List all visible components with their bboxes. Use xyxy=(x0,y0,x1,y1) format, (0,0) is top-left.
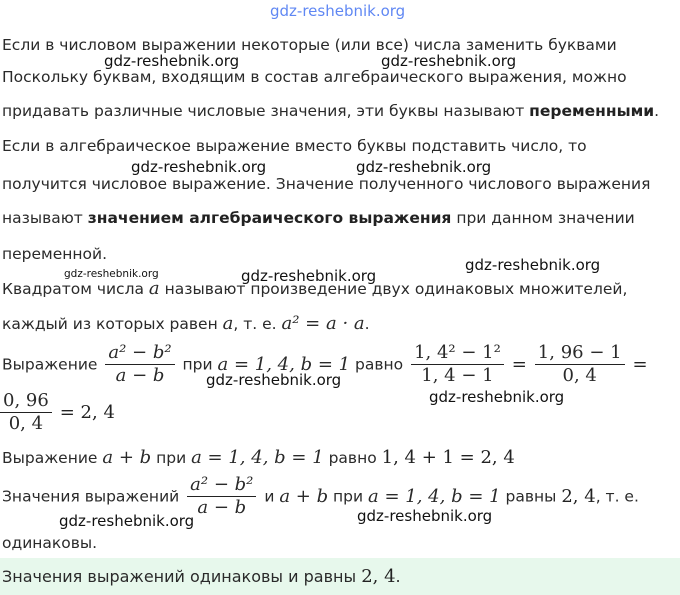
expression-2 xyxy=(2,447,515,468)
fraction-numerator: 1, 4² − 1² xyxy=(411,342,504,365)
conclusion-at: при xyxy=(333,487,364,506)
expr1-result: = 2, 4 xyxy=(59,402,115,423)
paragraph-line-6 xyxy=(2,208,635,228)
fraction-numerator: a² − b² xyxy=(105,342,174,365)
math-var: a xyxy=(222,313,234,334)
expr1-at: при xyxy=(182,355,213,374)
conclusion-value: 2, 4 xyxy=(561,486,596,507)
watermark: gdz-reshebnik.org xyxy=(381,52,517,70)
text: , т. е. xyxy=(233,315,282,333)
watermark: gdz-reshebnik.org xyxy=(104,52,240,70)
watermark: gdz-reshebnik.org xyxy=(64,268,159,280)
text: называют xyxy=(2,209,88,227)
term-value: значением алгебраического выражения xyxy=(87,209,452,227)
conclusion-row-2: одинаковы. xyxy=(2,534,98,552)
watermark: gdz-reshebnik.org xyxy=(206,371,342,389)
expr2-condition: a = 1, 4, b = 1 xyxy=(191,447,324,468)
fraction-denominator: 1, 4 − 1 xyxy=(421,365,494,386)
paragraph-line-5: получится числовое выражение. Значение полученного числового выражения xyxy=(2,175,651,193)
fraction-expr xyxy=(187,474,256,519)
watermark: gdz-reshebnik.org xyxy=(59,512,195,530)
expr1-equals-word: равно xyxy=(355,355,404,374)
text: каждый из которых равен xyxy=(2,315,223,333)
watermark: gdz-reshebnik.org xyxy=(429,388,565,406)
fraction-final xyxy=(0,390,52,435)
paragraph-line-4: Если в алгебраическое выражение вместо буквы подставить число, то xyxy=(2,137,587,155)
watermark: gdz-reshebnik.org xyxy=(357,507,493,525)
equals-sign: = xyxy=(511,354,527,375)
expr2-equals-word: равно xyxy=(328,449,377,467)
text: при данном значении xyxy=(451,209,635,227)
text: называют произведение двух одинаковых множителей, xyxy=(159,280,628,298)
conclusion-expression: a + b xyxy=(279,486,329,507)
paragraph-line-9 xyxy=(2,314,370,334)
fraction-numerator: 1, 96 − 1 xyxy=(535,342,625,365)
fraction-step xyxy=(535,342,625,387)
text: Квадратом числа xyxy=(2,280,149,298)
fraction-expr xyxy=(105,342,174,387)
paragraph-line-1: Если в числовом выражении некоторые (или все) числа заменить буквами xyxy=(2,36,617,54)
text: . xyxy=(364,315,370,333)
expr2-label: Выражение xyxy=(2,449,98,467)
paragraph-line-2: Поскольку буквам, входящим в состав алгебраического выражения, можно xyxy=(2,68,627,86)
conclusion-equal-word: равны xyxy=(505,487,557,506)
watermark: gdz-reshebnik.org xyxy=(131,158,267,176)
watermark: gdz-reshebnik.org xyxy=(356,158,492,176)
answer-banner xyxy=(0,558,680,595)
text: придавать различные числовые значения, эти буквы называют xyxy=(2,102,530,120)
expression-1-row-2 xyxy=(0,390,115,435)
conclusion-label: Значения выражений xyxy=(2,487,180,506)
answer-value: 2, 4 xyxy=(361,566,396,587)
watermark: gdz-reshebnik.org xyxy=(241,267,377,285)
answer-label: Значения выражений одинаковы и равны xyxy=(2,567,362,586)
math-var: a xyxy=(148,278,160,299)
paragraph-line-3 xyxy=(2,101,659,121)
fraction-denominator: 0, 4 xyxy=(8,413,44,434)
fraction-denominator: a − b xyxy=(115,365,165,386)
expr2-expression: a + b xyxy=(102,447,152,468)
answer-text xyxy=(2,566,401,587)
paragraph-line-7: переменной. xyxy=(2,245,108,263)
conclusion-post: , т. е. xyxy=(595,487,639,506)
watermark-top: gdz-reshebnik.org xyxy=(270,2,406,20)
fraction-denominator: 0, 4 xyxy=(562,365,597,386)
expr2-calc: 1, 4 + 1 = 2, 4 xyxy=(381,447,515,468)
equals-sign: = xyxy=(632,354,648,375)
expr2-at: при xyxy=(156,449,187,467)
math-square-def: a² = a · a xyxy=(281,313,365,334)
fraction-denominator: a − b xyxy=(197,497,247,518)
conclusion-and: и xyxy=(264,487,275,506)
watermark: gdz-reshebnik.org xyxy=(465,256,601,274)
fraction-numerator: a² − b² xyxy=(187,474,256,497)
text: . xyxy=(654,102,660,120)
expr1-condition: a = 1, 4, b = 1 xyxy=(217,354,351,375)
term-variables: переменными xyxy=(529,102,655,120)
expr1-label: Выражение xyxy=(2,355,98,374)
fraction-numerator: 0, 96 xyxy=(0,390,52,413)
fraction-substituted xyxy=(411,342,504,387)
conclusion-condition: a = 1, 4, b = 1 xyxy=(368,486,501,507)
answer-post: . xyxy=(395,567,401,586)
